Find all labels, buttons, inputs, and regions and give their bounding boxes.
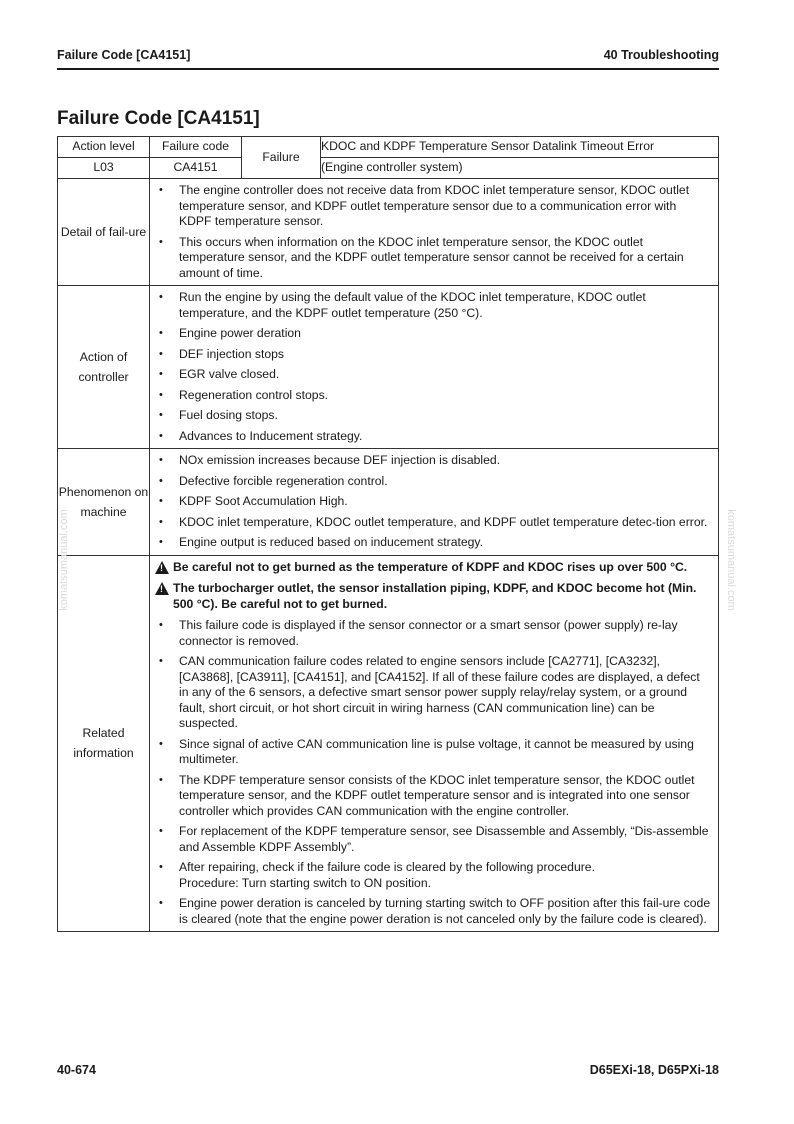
related-information-row <box>58 555 719 932</box>
bullet-list <box>150 179 718 285</box>
action-of-controller-row <box>58 286 719 449</box>
list-item: • Fuel dosing stops. <box>150 408 712 424</box>
failure-header: Failure <box>242 137 321 179</box>
page-header <box>57 48 719 68</box>
list-item: • Advances to Inducement strategy. <box>150 429 712 445</box>
watermark-left: komatsumanual.com <box>57 509 70 611</box>
list-item: • Since signal of active CAN communication line is pulse voltage, it cannot be measured by using multimeter. <box>150 737 712 768</box>
phenomenon-on-machine-row <box>58 449 719 556</box>
list-item: • Engine power deration <box>150 326 712 342</box>
action-level-value: L03 <box>58 158 150 179</box>
warning-text: The turbocharger outlet, the sensor installation piping, KDPF, and KDOC become hot (Min. 500 °C). Be careful not to get burned. <box>173 581 697 611</box>
page-title: Failure Code [CA4151] <box>57 108 260 129</box>
row-label: Phenomenon on machine <box>58 449 150 556</box>
row-label: Action of controller <box>58 286 150 449</box>
list-item: • The KDPF temperature sensor consists of the KDOC inlet temperature sensor, the KDOC outlet temperature sensor, and the KDPF outlet temperature sensor and is integrated into one sensor controller which provides CAN communication with the engine controller. <box>150 773 712 820</box>
failure-system: (Engine controller system) <box>321 158 719 179</box>
action-level-header: Action level <box>58 137 150 158</box>
list-item: • This occurs when information on the KDOC inlet temperature sensor, the KDOC outlet temperature sensor, and the KDPF outlet temperature sensor cannot be received for a certain amount of time. <box>150 235 712 282</box>
watermark-right: komatsumanual.com <box>724 509 737 611</box>
bullet-list <box>150 286 718 448</box>
row-label: Related information <box>58 555 150 932</box>
model-names: D65EXi-18, D65PXi-18 <box>589 1063 719 1077</box>
failure-code-value: CA4151 <box>150 158 242 179</box>
list-item: • NOx emission increases because DEF injection is disabled. <box>150 453 712 469</box>
header-chapter-title: 40 Troubleshooting <box>603 48 719 62</box>
failure-code-header: Failure code <box>150 137 242 158</box>
list-item: • Engine output is reduced based on inducement strategy. <box>150 535 712 551</box>
list-item: • EGR valve closed. <box>150 367 712 383</box>
header-section-title: Failure Code [CA4151] <box>57 48 191 62</box>
list-item: • DEF injection stops <box>150 347 712 363</box>
warning-icon <box>155 561 169 574</box>
warning-text: Be careful not to get burned as the temperature of KDPF and KDOC rises up over 500 °C. <box>173 559 688 574</box>
row-label: Detail of fail-ure <box>58 179 150 286</box>
detail-of-failure-row <box>58 179 719 286</box>
list-item: • CAN communication failure codes related to engine sensors include [CA2771], [CA3232], [CA3868], [CA3911], [CA4151], and [CA4152]. If all of these failure codes are displayed, a defect in any of the 6 sensors, a defective smart sensor power supply relay/relay system, or a ground fault, short circuit, or hot short circuit in wiring harness (CAN communication line) can be suspected. <box>150 654 712 732</box>
list-item: • Engine power deration is canceled by turning starting switch to OFF position after this fail-ure code is cleared (note that the engine power deration is not canceled only by the failure code is cleared). <box>150 896 712 927</box>
list-item: • KDPF Soot Accumulation High. <box>150 494 712 510</box>
list-item: • This failure code is displayed if the sensor connector or a smart sensor (power supply) re-lay connector is removed. <box>150 618 712 649</box>
warning-item <box>150 560 712 576</box>
bullet-list <box>150 618 718 931</box>
list-item: • Regeneration control stops. <box>150 388 712 404</box>
warning-item <box>150 581 712 612</box>
list-item: • After repairing, check if the failure code is cleared by the following procedure. Procedure: Turn starting switch to ON position. <box>150 860 712 891</box>
list-item: • Defective forcible regeneration control. <box>150 474 712 490</box>
bullet-list <box>150 449 718 555</box>
failure-name: KDOC and KDPF Temperature Sensor Datalink Timeout Error <box>321 137 719 158</box>
warning-icon <box>155 582 169 595</box>
list-item: • For replacement of the KDPF temperature sensor, see Disassemble and Assembly, “Dis-assemble and Assemble KDPF Assembly”. <box>150 824 712 855</box>
list-item: • The engine controller does not receive data from KDOC inlet temperature sensor, KDOC outlet temperature sensor, and KDPF outlet temperature sensor due to a communication error with KDPF temperature sensor. <box>150 183 712 230</box>
list-item: • KDOC inlet temperature, KDOC outlet temperature, and KDPF outlet temperature detec-tion error. <box>150 515 712 531</box>
header-rule <box>57 68 719 70</box>
list-item: • Run the engine by using the default value of the KDOC inlet temperature, KDOC outlet temperature, and the KDPF outlet temperature (250 °C). <box>150 290 712 321</box>
page-number: 40-674 <box>57 1063 96 1077</box>
failure-code-table <box>57 136 719 932</box>
warning-list <box>150 556 718 613</box>
